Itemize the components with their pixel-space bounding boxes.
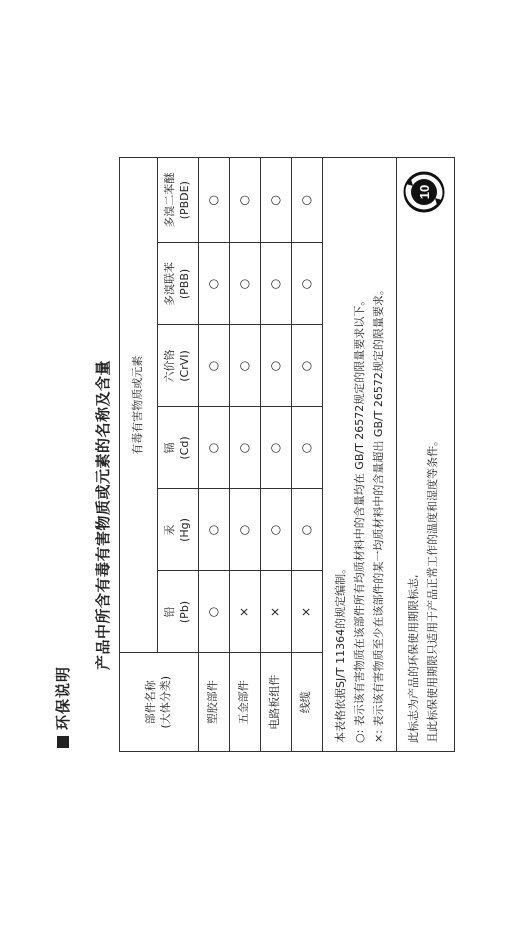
table-cell: ○ — [229, 243, 260, 325]
hazardous-substances-box — [119, 157, 455, 752]
table-cell: ○ — [229, 407, 260, 489]
table-cell: ○ — [198, 571, 229, 653]
substance-name: 多溴联苯 — [162, 262, 176, 306]
substance-name: 汞 — [162, 524, 176, 536]
note-line: 本表格依据SJ/T 11364的规定编制。 — [334, 562, 347, 743]
table-cell: ○ — [229, 489, 260, 571]
substance-symbol: (Hg) — [177, 518, 191, 542]
table-cell: ○ — [260, 489, 291, 571]
table-cell: ○ — [198, 325, 229, 407]
substance-symbol: (CrVI) — [177, 350, 191, 382]
table-cell: × — [229, 571, 260, 653]
table-cell: ○ — [260, 407, 291, 489]
table-cell: ○ — [291, 325, 322, 407]
table-row — [260, 158, 291, 751]
table-cell: ○ — [260, 325, 291, 407]
table-cell: ○ — [291, 489, 322, 571]
substance-name: 铅 — [162, 606, 176, 618]
section-header — [52, 666, 73, 748]
part-header-line2: (大体分类) — [158, 675, 172, 729]
substance-symbol: (Cd) — [177, 436, 191, 460]
table-cell: ○ — [198, 158, 229, 243]
table-cell: ○ — [291, 407, 322, 489]
table-cell: ○ — [260, 243, 291, 325]
part-name: 电路板组件 — [260, 653, 291, 751]
table-cell: × — [260, 571, 291, 653]
substance-header-cd — [157, 407, 198, 489]
note-line: ×: 表示该有害物质至少在该部件的某一均质材料中的含量超出 GB/T 26572规定的限量要求。 — [372, 284, 385, 743]
substance-name: 多溴二苯醚 — [162, 172, 176, 228]
table-cell: ○ — [229, 325, 260, 407]
hazardous-substances-table — [120, 158, 323, 751]
substance-name: 六价铬 — [162, 349, 176, 383]
substance-symbol: (PBB) — [177, 268, 191, 300]
table-cell: ○ — [198, 489, 229, 571]
table-cell: ○ — [198, 243, 229, 325]
table-cell: ○ — [229, 158, 260, 243]
substance-header-crvi — [157, 325, 198, 407]
table-notes — [331, 284, 388, 743]
table-cell: ○ — [291, 243, 322, 325]
efup-line: 此标志为产品的环保使用期限标志, — [407, 574, 420, 743]
table-row — [229, 158, 260, 751]
part-name: 塑胶部件 — [198, 653, 229, 751]
substance-header-pbb — [157, 243, 198, 325]
efup-text — [404, 435, 442, 743]
table-cell: ○ — [291, 158, 322, 243]
efup-logo-number: 10 — [417, 184, 432, 200]
square-bullet-icon — [57, 736, 69, 748]
table-row — [198, 158, 229, 751]
part-name-header — [120, 653, 198, 751]
table-cell: ○ — [198, 407, 229, 489]
substance-symbol: (PBDE) — [177, 181, 191, 220]
efup-line: 且此标保使用期限只适用于产品正常工作的温度和湿度等条件。 — [426, 435, 439, 743]
environment-friendly-use-period-icon — [403, 171, 445, 213]
substance-header-pb — [157, 571, 198, 653]
part-header-line1: 部件名称 — [143, 680, 157, 725]
document-title: 产品中所含有毒有害物质或元素的名称及含量 — [94, 359, 112, 670]
divider — [396, 158, 397, 751]
part-name: 五金部件 — [229, 653, 260, 751]
table-cell: × — [291, 571, 322, 653]
section-title: 环保说明 — [54, 665, 72, 730]
note-line: ○: 表示该有害物质在该部件所有均质材料中的含量均在 GB/T 26572规定的限量要求以下。 — [353, 294, 366, 743]
table-row — [291, 158, 322, 751]
substance-symbol: (Pb) — [177, 600, 191, 624]
table-cell: ○ — [260, 158, 291, 243]
substance-header-pbde — [157, 158, 198, 243]
substance-name: 镉 — [162, 442, 176, 454]
part-name: 线缆 — [291, 653, 322, 751]
substance-group-header: 有毒有害物质或元素 — [120, 158, 157, 653]
substance-header-hg — [157, 489, 198, 571]
